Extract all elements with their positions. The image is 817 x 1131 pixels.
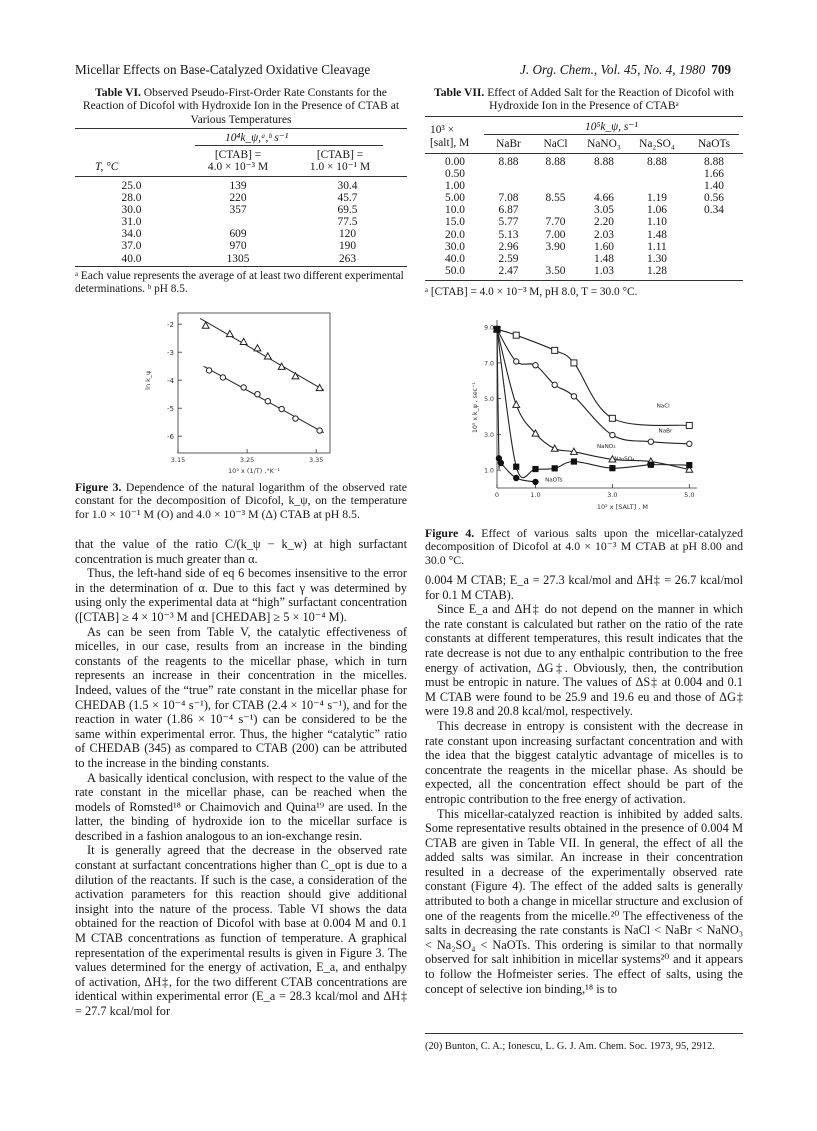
table6-caption [75,86,407,126]
table7-cell: 8.88 [498,156,519,168]
paragraph: A basically identical conclusion, with respect to the value of the rate constant in the micellar phase, can be reached when the models of Romsted¹⁸ or Chaimovich and Quina¹⁹ are used. In the latter, the binding of hydroxide ion to the micellar surface is described in a fashion analogous to an ion-exchange resin. [75,770,407,843]
table7-cell: 20.0 [445,228,465,241]
figure3-xtick-label: 3.35 [308,456,324,464]
table7-cell: 6.87 [498,204,519,217]
table7-cell: 1.48 [647,228,667,241]
table6-cell: 1305 [226,252,250,265]
table7-cell: 1.06 [647,204,667,217]
table7-cell: 7.08 [498,192,519,205]
table7-row [425,168,743,180]
table6-cell: 34.0 [121,228,142,241]
figure4-point [513,332,519,338]
table6-group-header: 10⁴k_ψ,ᵃ,ᵇ s⁻¹ [225,132,289,144]
figure4-ylabel: 10⁵ x k_ψ , sec⁻¹ [472,382,479,433]
figure3-point [292,373,299,379]
table7-cell: 3.05 [594,204,614,217]
table7-cell: 2.20 [594,216,614,229]
table6-cell: 263 [338,252,357,265]
figure3-xtick-label: 3.15 [170,456,186,464]
figure4-caption-label: Figure 4. [425,526,475,540]
figure4-series-line [497,329,689,444]
table6-cell: 77.5 [337,216,358,229]
figure4-point [533,466,538,471]
table7-cell: 1.40 [704,180,724,193]
figure3-xlabel: 10³ x (1/T) ,°K⁻¹ [228,467,280,475]
figure3-caption [75,481,407,521]
figure3-chart [140,305,350,480]
figure4-chart [465,312,710,527]
table7-row [425,204,743,216]
table6-cell: 28.0 [121,192,142,205]
paragraph: Thus, the left-hand side of eq 6 becomes insensitive to the error in the determination of α. Due to this fact γ was determined by using only the experimental data at “high” surfactant concentration ([CTAB] ≥ 4 × 10⁻³ M and [CHEDAB] ≥ 5 × 10⁻⁴ M). [75,566,407,624]
figure3-point [316,384,323,390]
table6-cell: 30.4 [337,180,358,192]
table6-body [75,180,407,265]
table7-cell [485,168,532,180]
table7-cell [685,265,743,277]
table6-cell: 139 [229,180,247,192]
figure4-series-line [497,329,689,469]
figure4-series-line [497,329,689,425]
table7-cell: 8.88 [545,156,566,168]
table7-cell [532,168,579,180]
table7-caption-label: Table VII. [434,86,485,99]
figure4-xtick-label: 0 [494,491,500,499]
table7-row [425,180,743,192]
figure3-point [226,330,233,336]
table7-cell [629,168,685,180]
table7-cell [685,253,743,265]
figure3-ytick-label: -4 [167,377,174,386]
table7-cell: 1.19 [647,192,667,205]
figure4-ytick-label: 9.0 [484,324,494,332]
table6-col-b-line2: 1.0 × 10⁻¹ M [309,161,371,173]
table6-col-a-line1: [CTAB] = [214,149,262,161]
figure4-xlabel: 10² x [SALT] , M [596,503,648,511]
table7-cell: 5.00 [445,192,465,205]
figure3-ytick-label: -2 [167,321,174,330]
figure4-point [571,459,576,464]
figure3-ytick-label: -6 [167,433,174,442]
figure4-point [686,422,692,428]
table7-cell: 15.0 [445,216,465,229]
paragraph: that the value of the ratio C/(k_ψ − k_w) at high surfactant concentration is much greater than α. [75,537,407,566]
paragraph: This micellar-catalyzed reaction is inhibited by added salts. Some representative results obtained in the presence of 0.004 M CTAB are given in Table VII. In general, the effect of all the added salts was similar. An increase in their concentration resulted in a decrease of the experimentally observed rate constant (Figure 4). The effect of the added salts is generally attributed to both a change in micellar structure and exclusion of one of the reagents from the micelle.²⁰ The effectiveness of the salts in decreasing the rate constants is NaCl < NaBr < NaNO₃ < Na₂SO₄ < NaOTs. This ordering is similar to that normally observed for salt inhibition in micellar systems²⁰ and it appears to follow the Hofmeister series. The effect of salts, using the concept of selective ion binding,¹⁸ is to [425,806,743,996]
left-text-column [75,537,407,1019]
figure3-ylabel: ln k_ψ [144,370,152,390]
table6-row [75,228,407,240]
table7-cell [532,204,579,216]
table6-col-a-header [188,149,288,173]
table7-cell [685,216,743,228]
table6-cell: 120 [338,228,357,241]
figure4-point [552,382,557,387]
table7-cell: 1.60 [594,240,614,253]
figure4-point [571,394,576,399]
table7-cell: 0.56 [704,192,724,205]
figure4-point [687,441,692,446]
table7-cell: 7.70 [545,216,566,229]
table7-row [425,216,743,228]
table7-cell: 2.03 [594,228,614,241]
table6-header-rule [75,176,407,177]
figure4-point [514,464,519,469]
table7-cell: 40.0 [445,252,465,265]
figure4-xtick-label: 1.0 [530,491,541,499]
table6-cell: 609 [229,228,247,241]
figure4-ytick-label: 3.0 [484,431,494,439]
table6-cell: 40.0 [121,252,142,265]
table7-cell: 50.0 [445,264,465,277]
table7-cell [629,180,685,192]
journal-citation: J. Org. Chem., Vol. 45, No. 4, 1980 [520,62,706,77]
table7-cell: 2.47 [498,264,519,277]
paragraph: As can be seen from Table V, the catalytic effectiveness of micelles, in our case, results from an increase in the binding constants of the reagents to the micellar phase, which in turn represents an increase in their concentration in the micelles. Indeed, values of the “true” rate constant in the micellar phase for CHEDAB (1.5 × 10⁻⁴ s⁻¹), for CTAB (2.4 × 10⁻⁴ s⁻¹), and for the reaction in water (1.86 × 10⁻⁴ s⁻¹) can be considered to be the same within experimental error. Thus, the higher “catalytic” ratio of CHEDAB (345) as compared to CTAB (200) can be attributed to the increase in the binding constants. [75,624,407,770]
table6-col-a-line2: 4.0 × 10⁻³ M [207,161,269,173]
table7-cell: 8.55 [545,192,566,205]
figure4-point [571,360,577,366]
table6-cell: 357 [229,204,247,217]
table7-body [425,156,743,277]
reference-20: (20) Bunton, C. A.; Ionescu, L. G. J. Am. Chem. Soc. 1973, 95, 2912. [425,1041,715,1052]
figure3-fit-line [200,318,324,390]
figure4-series-label: NaBr [658,428,673,435]
table6-cell: 69.5 [337,204,358,217]
table6-top-rule [75,128,407,129]
table6-cell: 30.0 [121,204,142,217]
table7-cell: 8.88 [704,156,724,168]
figure4-point [609,415,615,421]
figure3-caption-label: Figure 3. [75,480,122,494]
figure4-point [551,445,558,451]
table7-cell: 1.11 [647,240,667,253]
table7-cell [685,229,743,241]
table7-bottom-rule [425,280,743,281]
figure4-point [494,327,499,332]
figure4-ytick-label: 1.0 [484,467,494,475]
table6-caption-label: Table VI. [95,86,141,99]
table6-cell: 25.0 [121,180,142,192]
table7-row [425,265,743,277]
table7-row [425,241,743,253]
figure4-xtick-label: 5.0 [684,491,695,499]
running-header-title: Micellar Effects on Base-Catalyzed Oxidative Cleavage [75,62,371,77]
table7-caption [425,86,743,113]
table7-row [425,192,743,204]
figure3-point [255,392,260,397]
table6-cell: 45.7 [337,192,358,205]
table7-cell: 30.0 [445,240,465,253]
table7-row [425,229,743,241]
figure3-ytick-label: -3 [167,349,174,358]
figure3-point [206,368,211,373]
table6-cell: 970 [229,240,247,253]
figure4-series-label: Na₂SO₄ [614,456,635,463]
table7-col-header: NaNO₃ [587,138,621,150]
table7-cell: 1.66 [704,168,724,181]
figure4-point [610,466,615,471]
table7-cell [579,180,629,192]
table6-row [75,216,407,228]
figure4-ytick-label: 7.0 [484,360,494,368]
table7-cell: 1.10 [647,216,667,229]
paragraph: It is generally agreed that the decrease in the observed rate constant at surfactant concentrations higher than C_opt is due to a dilution of the reactants. If such is the case, a consideration of the activation parameters for this reaction should give additional insight into the nature of the process. Table VI shows the data obtained for the reaction of Dicofol with base at 0.004 M and 0.1 M CTAB concentrations as function of temperature. A graphical representation of the experimental results is given in Figure 3. The values determined for the energy of activation, E_a, and enthalpy of activation, ΔH‡, for the two different CTAB concentrations are identical within experimental error (E_a = 28.3 kcal/mol and ΔH‡ = 27.7 kcal/mol for [75,843,407,1018]
table7-cell: 2.96 [498,240,519,253]
paragraph: Since E_a and ΔH‡ do not depend on the manner in which the rate constant is calculated but rather on the ratio of the rate constants at different temperatures, this result indicates that the rate decrease is not due to any enthalpic contribution to the free energy of activation, ΔG‡. Obviously, then, the contribution must be entropic in nature. The values of ΔS‡ at 0.004 and 0.1 M CTAB were found to be 25.9 and 19.6 eu and those of ΔG‡ were 19.8 and 20.8 kcal/mol, respectively. [425,602,743,719]
table6-cell: 37.0 [121,240,142,253]
table7-cell [532,180,579,192]
figure4-point [552,466,557,471]
table7-cell [485,180,532,192]
figure4-caption [425,527,743,567]
table7-col-header: NaBr [496,138,521,150]
figure3-point [220,375,225,380]
table7-cell: 1.28 [647,264,667,277]
table7-cell: 8.88 [594,156,614,168]
figure4-point [513,401,520,407]
table6-col-t-header: T, °C [95,161,119,173]
table7-cell: 5.13 [498,228,519,241]
table6-col-b-line1: [CTAB] = [316,149,364,161]
table7-row [425,156,743,168]
table7-footnote: ᵃ [CTAB] = 4.0 × 10⁻³ M, pH 8.0, T = 30.0 °C. [425,286,638,298]
table7-cell: 8.88 [647,156,667,168]
figure4-point [648,462,653,467]
figure4-point [552,347,558,353]
table7-row-header-line2: [salt], M [430,137,470,149]
table7-cell: 1.48 [594,252,614,265]
figure3-ytick-label: -5 [167,405,174,414]
table6-footnote: ᵃ Each value represents the average of at least two different experimental determinations. ᵇ pH 8.5. [75,270,404,296]
figure3-point [241,385,246,390]
table7-cell: 1.30 [647,252,667,265]
table7-header-rule [425,153,743,154]
figure3-caption-text: Dependence of the natural logarithm of the observed rate constant for the decomposition of Dicofol, k_ψ, on the temperature for 1.0 × 10⁻¹ M (O) and 4.0 × 10⁻³ M (Δ) CTAB at pH 8.5. [75,480,408,521]
figure4-point [610,432,615,437]
table7-row [425,253,743,265]
table6-row [75,204,407,216]
table6-group-rule [195,145,383,146]
table7-group-header: 10⁵k_ψ, s⁻¹ [585,121,638,133]
table7-cell [579,168,629,180]
figure3-point [317,428,322,433]
table7-cell: 2.59 [498,252,519,265]
table6-bottom-rule [75,266,407,267]
table7-cell: 0.34 [704,204,724,217]
table6-col-b-header [290,149,390,173]
figure4-point [687,463,692,468]
table7-cell [532,253,579,265]
table7-col-headers [425,138,743,150]
table7-cell: 3.50 [545,264,566,277]
figure3-plot-frame [178,313,330,453]
table7-col-header: NaCl [543,138,568,150]
right-text-column [425,573,743,996]
figure4-point [648,439,653,444]
table7-cell [685,241,743,253]
figure4-point [514,359,519,364]
table7-cell: 1.00 [445,180,465,193]
table6-row [75,180,407,192]
figure4-series-label: NaOTs [545,477,563,484]
table7-top-rule [425,116,743,117]
figure3-point [293,416,298,421]
table6-cell: 220 [229,192,247,205]
figure4-point [514,475,519,480]
table6-cell: 31.0 [121,216,142,229]
paragraph: 0.004 M CTAB; E_a = 27.3 kcal/mol and ΔH‡ = 26.7 kcal/mol for 0.1 M CTAB). [425,573,743,602]
table7-cell: 1.03 [594,264,614,277]
table7-cell: 5.77 [498,216,519,229]
figure3-point [265,399,270,404]
figure4-xtick-label: 3.0 [607,491,618,499]
paragraph: This decrease in entropy is consistent with the decrease in rate constant upon increasing surfactant concentration and with the idea that the biggest catalytic advantage of micelles is to concentrate the reagents in the micellar phase. As should be expected, all the concentration effect should be part of the entropic contribution to the free energy of activation. [425,718,743,806]
table7-header-spacer [425,138,485,150]
table7-cell: 10.0 [445,204,465,217]
table7-col-header: NaOTs [697,138,731,150]
figure3-point [279,406,284,411]
table7-group-rule [484,134,739,135]
figure4-series-label: NaNO₃ [597,443,616,450]
running-header-journal [520,62,731,78]
table7-caption-text: Effect of Added Salt for the Reaction of Dicofol with Hydroxide Ion in the Presence of CTABᵃ [487,86,734,113]
table6-row [75,240,407,252]
figure4-point [533,363,538,368]
page-number: 709 [711,62,732,77]
table7-cell: 0.50 [445,168,465,181]
figure4-point [498,460,503,465]
reference-rule [425,1033,743,1034]
table7-col-header: Na₂SO₄ [639,138,675,150]
table7-cell: 0.00 [445,156,465,168]
table7-cell: 3.90 [545,240,566,253]
figure4-point [533,479,538,484]
table6-row [75,192,407,204]
figure4-series-label: NaCl [656,403,670,410]
figure3-point [254,345,261,351]
table6-cell: 190 [338,240,357,253]
table6-row [75,253,407,265]
table7-row-header-line1: 10³ × [430,124,455,136]
table7-cell: 7.00 [545,228,566,241]
figure3-xtick-label: 3.25 [239,456,255,464]
figure4-caption-text: Effect of various salts upon the micellar-catalyzed decomposition of Dicofol at 4.0 × 10⁻³ M CTAB at pH 8.00 and 30.0 °C. [425,526,744,567]
figure3-point [240,338,247,344]
table6-cell [188,216,288,228]
table6-caption-text: Observed Pseudo-First-Order Rate Constants for the Reaction of Dicofol with Hydroxide Ion in the Presence of CTAB at Various Temperatures [82,86,400,126]
table7-cell: 4.66 [594,192,614,205]
figure4-ytick-label: 5.0 [484,396,494,404]
